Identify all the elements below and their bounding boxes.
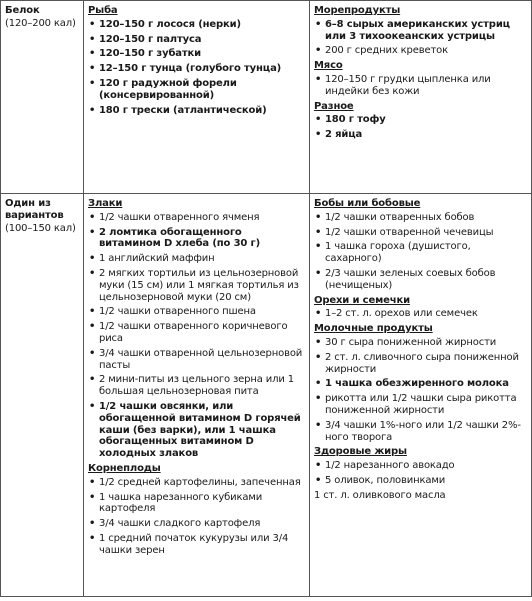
food-list [88,212,304,460]
food-item: • 1 чашка гороха (душистого, сахарного) [314,241,526,265]
food-item: • 6–8 сырых американских устриц или 3 тихоокеанских устрицы [314,19,526,43]
food-list [314,114,526,141]
section-heading: Разное [314,100,354,112]
food-list [314,212,526,292]
food-item: • 1/2 чашки отваренного коричневого риса [88,321,304,345]
food-list [314,308,526,320]
food-item: • 2 ст. л. сливочного сыра пониженной жирности [314,352,526,376]
section-heading: Мясо [314,60,343,72]
category-title: Белок [5,5,40,16]
calorie-range: (120–200 кал) [5,17,76,29]
food-list [88,477,304,557]
section-heading: Бобы или бобовые [314,198,421,209]
options-cell-right [310,194,532,597]
options-cell-left [84,194,310,597]
food-item: • 120–150 г грудки цыпленка или индейки без кожи [314,74,526,98]
food-list [88,19,304,117]
section-heading: Морепродукты [314,5,401,16]
food-item: • 200 г средних креветок [314,45,526,57]
food-item: • 2 мини-питы из цельного зерна или 1 большая цельнозерновая пита [88,374,304,398]
food-item: • 1/2 нарезанного авокадо [314,460,526,472]
food-item: • рикотта или 1/2 чашки сыра рикотта пониженной жирности [314,393,526,417]
food-item: • 2 мягких тортильи из цельнозерновой муки (15 см) или 1 мягкая тортилья из цельнозерновой муки (20 см) [88,268,304,303]
food-item: • 120–150 г лосося (нерки) [88,19,304,31]
food-item: • 2 яйца [314,129,526,141]
food-item: • 30 г сыра пониженной жирности [314,337,526,349]
section-heading: Здоровые жиры [314,446,407,458]
food-item: • 1 английский маффин [88,253,304,265]
section-heading: Злаки [88,198,123,209]
food-item: • 1/2 чашки овсянки, или обогащенной витамином D горячей каши (без варки), или 1 чашка обогащенных витамином D холодных злаков [88,401,304,460]
food-item: • 1 чашка обезжиренного молока [314,378,526,390]
food-item: • 3/4 чашки отваренной цельнозерновой пасты [88,348,304,372]
food-item: • 1/2 средней картофелины, запеченная [88,477,304,489]
food-item: • 180 г трески (атлантической) [88,105,304,117]
food-item: • 180 г тофу [314,114,526,126]
food-item: • 2 ломтика обогащенного витамином D хлеба (по 30 г) [88,227,304,251]
category-cell [1,194,84,597]
food-item: 1 ст. л. оливкового масла [314,489,446,501]
food-item: • 120–150 г палтуса [88,34,304,46]
section-heading: Корнеплоды [88,462,161,474]
food-item: • 1/2 чашки отваренного ячменя [88,212,304,224]
food-item: • 1 чашка нарезанного кубиками картофеля [88,492,304,516]
food-item: • 1/2 чашки отваренного пшена [88,306,304,318]
food-list [314,337,526,443]
section-heading: Молочные продукты [314,323,433,335]
section-heading: Рыба [88,5,118,16]
food-item: • 1/2 чашки отваренных бобов [314,212,526,224]
section-heading: Орехи и семечки [314,294,410,306]
food-item: • 12–150 г тунца (голубого тунца) [88,63,304,75]
food-item: • 3/4 чашки сладкого картофеля [88,518,304,530]
options-cell-left [84,1,310,194]
table-row-choice [1,194,532,597]
food-item: • 3/4 чашки 1%-ного или 1/2 чашки 2%-ного творога [314,420,526,444]
food-list [314,19,526,57]
food-item: • 120–150 г зубатки [88,48,304,60]
food-item: • 1/2 чашки отваренной чечевицы [314,227,526,239]
category-cell [1,1,84,194]
food-item: • 1 средний початок кукурузы или 3/4 чашки зерен [88,533,304,557]
food-item: • 2/3 чашки зеленых соевых бобов (нечищеных) [314,268,526,292]
calorie-range: (100–150 кал) [5,222,76,234]
food-item: • 5 оливок, половинками [314,475,526,487]
food-item: • 1–2 ст. л. орехов или семечек [314,308,526,320]
category-title: Один из вариантов [5,198,64,221]
food-list [314,74,526,98]
food-list [314,460,526,501]
table-row-protein [1,1,532,194]
options-cell-right [310,1,532,194]
food-item: • 120 г радужной форели (консервированной) [88,78,304,102]
